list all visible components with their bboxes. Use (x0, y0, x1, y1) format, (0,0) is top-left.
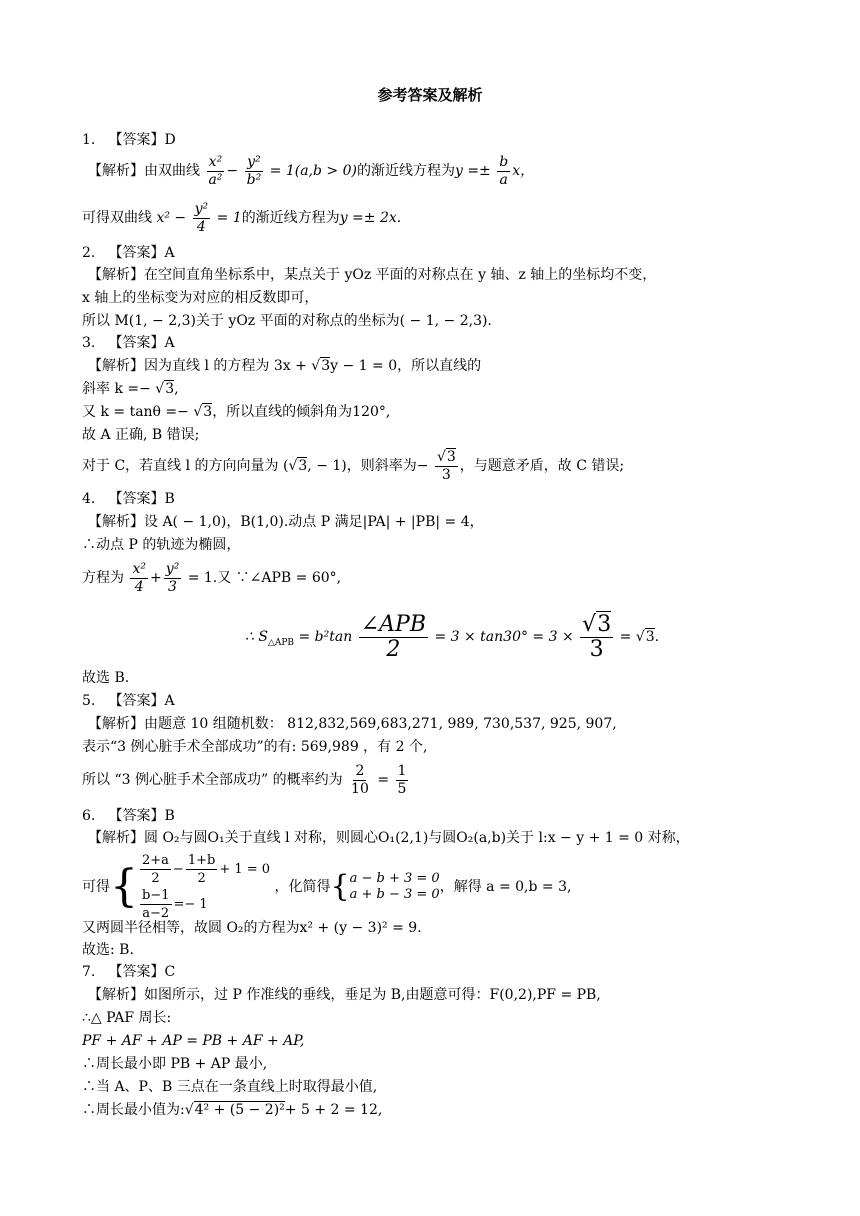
q3-answer-line (82, 333, 175, 353)
q2-number: 2. (82, 245, 96, 261)
q7-answer: 【答案】C (108, 964, 176, 980)
q4-res-root: 3 (645, 629, 655, 645)
q6-sys-frac3-den: a−2 (142, 906, 170, 921)
q5-answer-line (82, 691, 175, 711)
q3-slope-num-root: 3 (446, 448, 456, 465)
q1-b-frac-num: y² (194, 200, 209, 217)
q1-b-frac (193, 201, 211, 236)
q4-ellipse-frac2-den: 3 (168, 578, 177, 595)
q3-line1: 【解析】因为直线 l 的方程为 3x + √3y − 1 = 0，所以直线的 (88, 358, 482, 374)
q6-answer: 【答案】B (108, 808, 175, 824)
q6-brace-left: { (110, 861, 138, 912)
q3-l5-pre: 对于 C，若直线 l 的方向向量为 ( (82, 458, 289, 474)
q6-sys-frac1-num: 2+a (142, 853, 169, 868)
q6-l2-mid: ，化简得 (274, 879, 331, 895)
q1-text: 【解析】由双曲线 (88, 163, 200, 179)
q4-angle-frac (359, 613, 428, 662)
q3-l2-root: 3 (165, 381, 175, 397)
q6-line3: 又两圆半径相等，故圆 O₂的方程为x² + (y − 3)² = 9. (82, 920, 422, 936)
q4-number: 4. (82, 491, 96, 507)
q3-answer: 【答案】A (108, 335, 175, 351)
q4-answer: 【答案】B (108, 491, 175, 507)
q5-frac1-num: 2 (355, 762, 365, 779)
q6-sys2-row1: a − b + 3 = 0 (349, 871, 440, 886)
q2-answer: 【答案】A (108, 245, 175, 261)
q6-sys-frac2-den: 2 (197, 871, 206, 886)
q1-b-mid: 的渐近线方程为 (241, 210, 340, 226)
q1-asym-pre: y =± (454, 163, 491, 179)
q3-slope-frac (435, 449, 458, 484)
q6-sys-frac1 (140, 852, 171, 887)
q1-asym-post: x， (512, 163, 535, 179)
q1-answer: 【答案】D (108, 132, 176, 148)
q3-l3-root: 3 (203, 404, 213, 420)
q5-l3-pre: 所以 “3 例心脏手术全部成功” 的概率约为 (82, 772, 343, 788)
q7-answer-line (82, 962, 175, 982)
q7-line6: ∴周长最小值为:√4² + (5 − 2)²+ 5 + 2 = 12, (82, 1102, 383, 1118)
q1-analysis-line2 (82, 200, 401, 236)
q2-answer-line (82, 243, 175, 263)
q3-line4: 故 A 正确, B 错误; (82, 427, 200, 443)
q1-b-text: 可得双曲线 (82, 210, 152, 226)
q4-root-frac (580, 613, 613, 662)
q3-l1-root: 3 (321, 358, 331, 374)
q1-answer-line (82, 130, 176, 150)
q6-l2-pre: 可得 (82, 879, 110, 895)
q3-l1-post: y − 1 = 0，所以直线的 (330, 358, 482, 374)
q6-sys-frac1-den: 2 (151, 871, 160, 886)
q3-line2: 斜率 k =− √3, (82, 381, 179, 397)
q5-frac2-den: 5 (397, 780, 407, 797)
q4-line5: 故选 B. (82, 670, 130, 686)
q4-ellipse-frac2 (164, 561, 182, 596)
q4-area-mid: = b²tan (298, 629, 353, 645)
q4-line2: ∴动点 P 的轨迹为椭圆， (82, 537, 241, 553)
q6-line4: 故选: B. (82, 942, 134, 958)
q4-area-formula: ∴ $S_{\triangle APB} = b^2\tan$ $\frac{\text{∠APB}}{2}$ = 3 × tan30° = 3 × $\frac{√3}{3}$ = √3. (245, 611, 660, 662)
q4-ellipse-frac1-num: x² (132, 560, 146, 577)
q4-root-den: 3 (589, 636, 604, 662)
q3-line5: 对于 C，若直线 l 的方向向量为 (√3, − 1)，则斜率为− $\frac{√3}{3}$ ，与题意矛盾，故 C 错误; (82, 448, 625, 483)
q5-frac1-den: 10 (351, 780, 369, 797)
q3-l2-post: , (174, 381, 179, 397)
q3-line3: 又 k = tanθ =− √3，所以直线的倾斜角为120°, (82, 404, 391, 420)
q7-line4: ∴周长最小即 PB + AP 最小, (82, 1056, 268, 1072)
q3-l5-root: 3 (298, 458, 308, 474)
q4-l3-post: = 1.又 ∵∠APB = 60°, (187, 570, 342, 586)
q1-mid-text: 的渐近线方程为 (356, 163, 455, 179)
q6-sys-frac2-num: 1+b (187, 853, 216, 868)
q4-res-pre: = (619, 629, 636, 645)
q5-frac1 (349, 763, 371, 798)
q6-number: 6. (82, 808, 96, 824)
q3-l3-post: ，所以直线的倾斜角为120°, (212, 404, 391, 420)
q7-line5: ∴当 A、P、B 三点在一条直线上时取得最小值, (82, 1079, 378, 1095)
q1-number: 1. (82, 132, 96, 148)
q3-l5-post: ，与题意矛盾，故 C 错误; (459, 458, 625, 474)
q1-b-result: y =± 2x. (339, 210, 402, 226)
q1-frac-y (245, 154, 264, 189)
q6-l2-post: ，解得 a = 0,b = 3, (439, 879, 572, 895)
q4-angle-den: 2 (386, 636, 401, 662)
q3-l5-mid: , − 1)，则斜率为− (307, 458, 429, 474)
q7-line2: ∴△ PAF 周长: (82, 1010, 172, 1026)
q4-area-sub: △APB (267, 637, 295, 648)
page-title: 参考答案及解析 (377, 86, 483, 104)
q1-frac-x-num: x² (208, 153, 223, 170)
q5-line3 (82, 760, 410, 800)
q6-line1: 【解析】圆 O₂与圆O₁关于直线 l 对称，则圆心O₁(2,1)与圆O₂(a,b)关于 l:x − y + 1 = 0 对称， (88, 830, 690, 846)
q5-eq: = (377, 772, 390, 788)
q4-plus: + (149, 570, 162, 586)
q3-l1-pre: 【解析】因为直线 l 的方程为 3x + (88, 358, 312, 374)
q7-l6-root: 4² + (5 − 2)² (194, 1102, 285, 1118)
q6-sys2-row2: a + b − 3 = 0 (349, 887, 440, 902)
q4-area-s: ∴ S (245, 629, 268, 645)
q2-line3: 所以 M(1, − 2,3)关于 yOz 平面的对称点的坐标为( − 1, − 2,3). (82, 313, 492, 329)
q1-frac-x-den: a² (208, 171, 223, 188)
q1-frac-x (206, 154, 224, 189)
q6-sys-frac2 (186, 852, 218, 887)
q6-sys-row2 (138, 887, 270, 922)
q5-line2: 表示“3 例心脏手术全部成功”的有: 569,989 ，有 2 个, (82, 739, 428, 755)
q5-frac2 (396, 763, 409, 798)
q7-line3: PF + AF + AP = PB + AF + AP, (82, 1033, 305, 1049)
q3-slope-den: 3 (441, 466, 451, 483)
q4-line3 (82, 558, 341, 598)
q6-brace-right: { (330, 869, 350, 904)
q1-asym-den: a (499, 171, 508, 188)
q1-b-eq: = 1 (216, 210, 242, 226)
q6-sys-row2-tail: =− 1 (173, 897, 208, 912)
q2-line2: x 轴上的坐标变为对应的相反数即可， (82, 290, 319, 306)
q6-system1 (138, 852, 270, 922)
q5-answer: 【答案】A (108, 693, 175, 709)
q7-l6-post: + 5 + 2 = 12, (284, 1102, 383, 1118)
q6-sys-row1-tail: + 1 = 0 (219, 862, 271, 877)
q4-res-post: . (654, 629, 660, 645)
q1-frac-y-den: b² (246, 171, 262, 188)
q4-root-num-root: 3 (597, 611, 612, 637)
q6-system2 (350, 871, 440, 903)
q5-number: 5. (82, 693, 96, 709)
q6-sys-frac3-num: b−1 (142, 888, 170, 903)
q1-asym-num: b (499, 153, 509, 170)
q4-angle-num: ∠APB (360, 611, 426, 637)
q2-line1: 【解析】在空间直角坐标系中，某点关于 yOz 平面的对称点在 y 轴、z 轴上的坐标均不变， (88, 267, 657, 283)
q4-l3-pre: 方程为 (82, 570, 124, 586)
q1-b-x2: x² − (156, 210, 187, 226)
q1-frac-y-num: y² (247, 153, 261, 170)
q4-ellipse-frac2-num: y² (165, 560, 180, 577)
q1-asym-frac (497, 154, 510, 189)
q3-l2-pre: 斜率 k =− (82, 381, 156, 397)
q1-b-frac-den: 4 (196, 218, 206, 235)
q4-ellipse-frac1 (130, 561, 148, 596)
q6-sys-frac3 (140, 887, 172, 922)
q4-ellipse-frac1-den: 4 (134, 578, 144, 595)
q1-condition: = 1(a,b > 0) (269, 163, 357, 179)
q5-line1: 【解析】由题意 10 组随机数： 812,832,569,683,271, 989, 730,537, 925, 907, (88, 716, 617, 732)
q7-number: 7. (82, 964, 96, 980)
q1-analysis-line1: 【解析】由双曲线 $\frac{\text{x²}}{\text{a²}}$ − $\frac{\text{y²}}{\text{b²}}$ = 1(a,b > 0)的渐近线方程为y =± $\frac{b}{a}$ x， (88, 153, 535, 188)
q4-line1: 【解析】设 A( − 1,0)，B(1,0).动点 P 满足|PA| + |PB| = 4， (88, 514, 484, 530)
q3-l3-pre: 又 k = tanθ =− (82, 404, 194, 420)
q6-line2 (82, 852, 572, 921)
q7-l6-pre: ∴周长最小值为: (82, 1102, 185, 1118)
q5-frac2-num: 1 (397, 762, 407, 779)
q4-area-eq: = 3 × tan30° = 3 × (434, 629, 574, 645)
q3-number: 3. (82, 335, 96, 351)
q3-slope-num: √3 (436, 448, 456, 465)
q4-root-num: √3 (582, 611, 612, 637)
q6-answer-line (82, 806, 175, 826)
q7-line1: 【解析】如图所示，过 P 作准线的垂线，垂足为 B,由题意可得：F(0,2),PF = PB, (88, 987, 601, 1003)
q4-answer-line (82, 489, 175, 509)
q6-sys-row1: $\frac{2+a}{2}$ − $\frac{1+b}{2}$ + 1 = 0 (142, 853, 271, 886)
